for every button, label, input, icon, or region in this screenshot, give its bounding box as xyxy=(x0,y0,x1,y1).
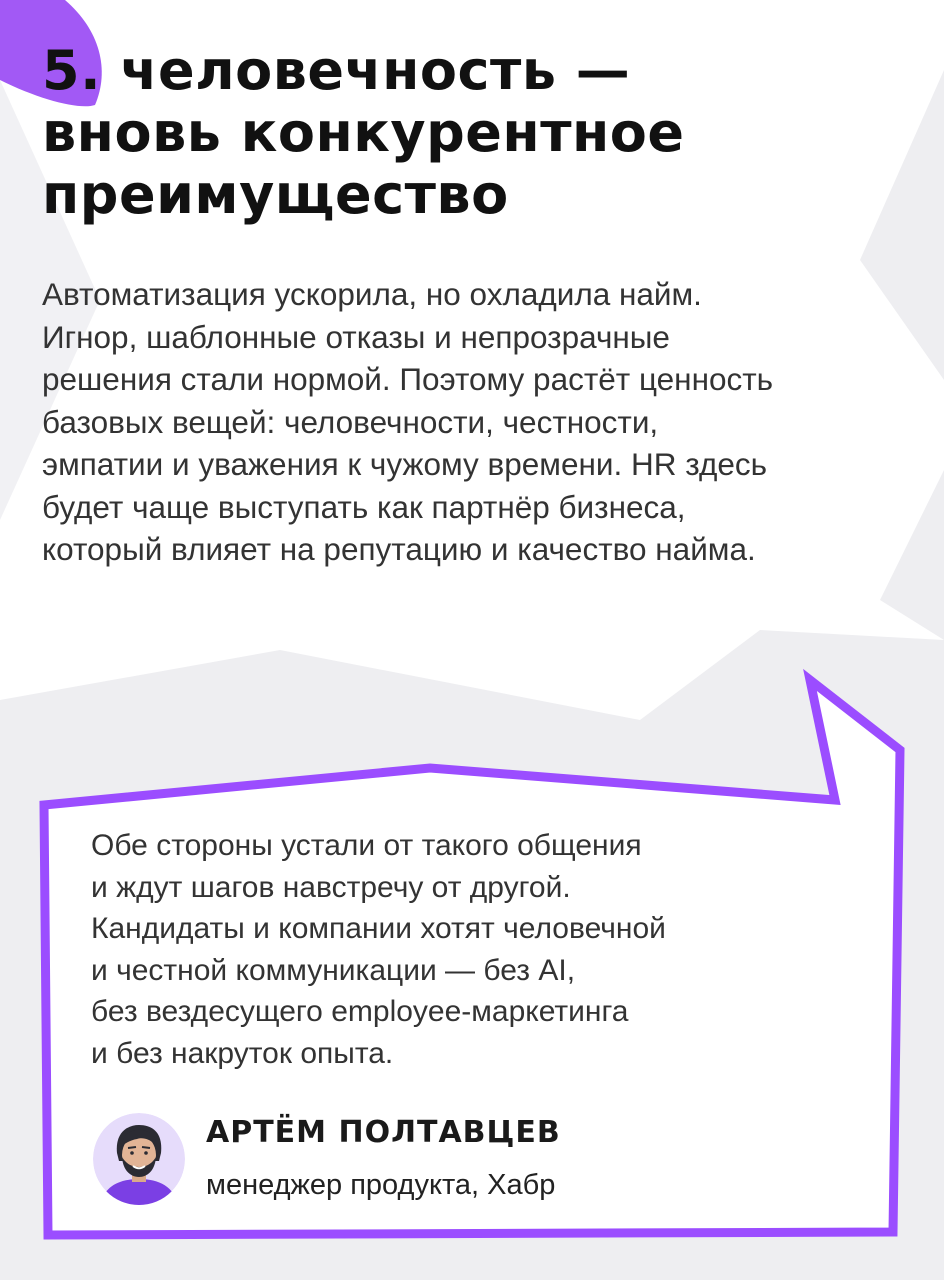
body-line: решения стали нормой. Поэтому растёт ценность xyxy=(42,361,774,397)
quote-text xyxy=(91,825,851,1074)
body-line: Игнор, шаблонные отказы и непрозрачные xyxy=(42,318,670,355)
body-line: эмпатии и уважения к чужому времени. HR здесь xyxy=(42,446,768,482)
title-line: преимущество xyxy=(42,163,509,226)
author-role: менеджер продукта, Хабр xyxy=(206,1169,556,1201)
bearded-man-avatar-icon xyxy=(93,1113,185,1205)
author-name: АРТЁМ ПОЛТАВЦЕВ xyxy=(206,1115,561,1150)
quote-line: без вездесущего employee-маркетинга xyxy=(91,995,629,1028)
body-line: будет чаще выступать как партнёр бизнеса, xyxy=(42,488,686,525)
title-line: 5. человечность — xyxy=(42,39,631,102)
body-paragraph xyxy=(42,273,922,571)
quote-line: Обе стороны устали от такого общения xyxy=(91,829,642,862)
quote-line: и без накруток опыта. xyxy=(91,1036,394,1070)
page-title xyxy=(42,40,922,226)
body-line: который влияет на репутацию и качество найма. xyxy=(42,531,756,567)
title-line: вновь конкурентное xyxy=(42,101,685,164)
quote-line: и ждут шагов навстречу от другой. xyxy=(91,870,571,904)
quote-line: и честной коммуникации — без AI, xyxy=(91,953,576,987)
body-line: базовых вещей: человечности, честности, xyxy=(42,403,659,440)
body-line: Автоматизация ускорила, но охладила найм. xyxy=(42,276,702,312)
quote-line: Кандидаты и компании хотят человечной xyxy=(91,912,666,945)
